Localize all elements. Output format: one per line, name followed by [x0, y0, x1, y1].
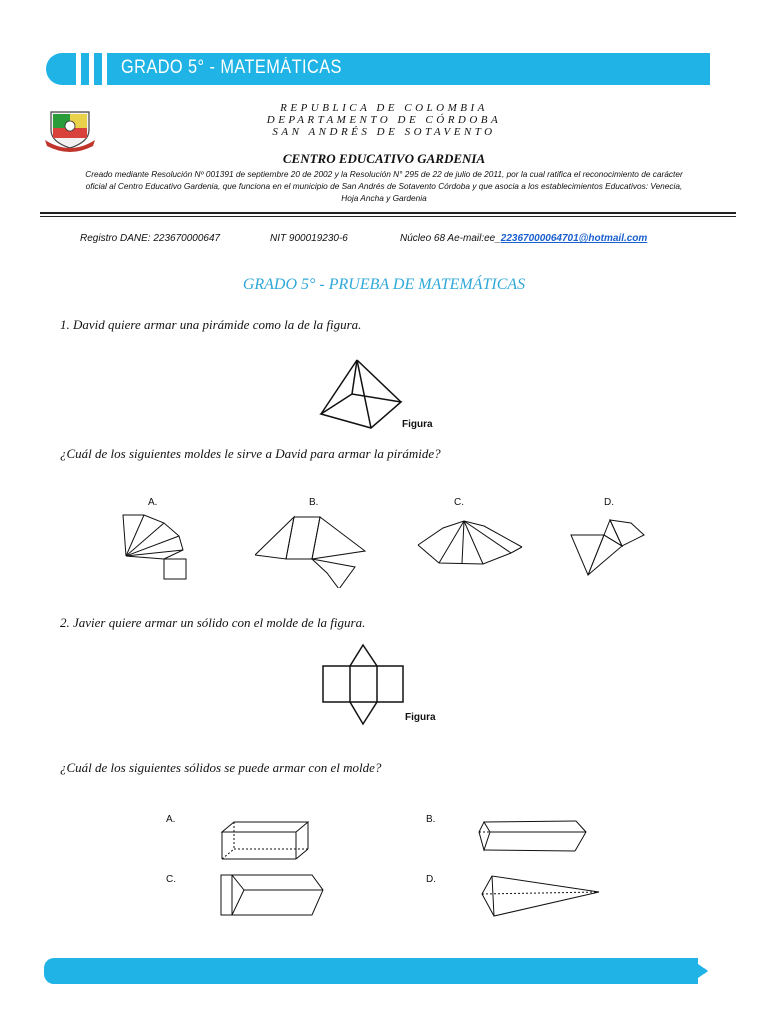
figure-label: Figura — [402, 419, 433, 430]
creation-note-line: oficial al Centro Educativo Gardenia, que funciona en el municipio de San Andrés de Sotavento Córdoba y que asocia a los establecimientos Educativos: Venecia, — [85, 181, 683, 191]
header-line-department: DEPARTAMENTO DE CÓRDOBA — [266, 114, 502, 126]
option-label: B. — [309, 497, 319, 508]
banner-title: GRADO 5° - MATEMÁTICAS — [121, 57, 342, 78]
q1-option-c[interactable] — [412, 493, 527, 573]
banner-stripe — [76, 53, 81, 85]
banner-stripe — [89, 53, 94, 85]
registro-dane: Registro DANE: 223670000647 — [80, 233, 221, 244]
q2-option-c[interactable] — [162, 868, 342, 922]
q2-option-b[interactable] — [424, 810, 604, 868]
header-divider — [40, 212, 736, 214]
creation-note-line: Creado mediante Resolución Nº 001391 de septiembre 20 de 2002 y la Resolución N° 295 de 22 de julio de 2011, por la cual ratifica el reconocimiento de carácter — [85, 169, 683, 179]
header-line-republic: REPUBLICA DE COLOMBIA — [280, 102, 488, 114]
header-line-municipality: SAN ANDRÉS DE SOTAVENTO — [272, 126, 496, 138]
header-divider — [40, 216, 736, 217]
email-link[interactable]: 22367000064701@hotmail.com — [500, 233, 648, 244]
q1-option-a[interactable] — [120, 493, 200, 588]
option-label: C. — [454, 497, 464, 508]
creation-note — [36, 168, 732, 204]
banner-stripe — [102, 53, 107, 85]
creation-note-line: Hoja Ancha y Gardenia — [341, 193, 427, 203]
option-label: A. — [166, 814, 176, 825]
figure-label: Figura — [405, 712, 436, 723]
q1-option-b[interactable] — [255, 493, 385, 588]
bottom-banner — [44, 958, 698, 984]
nucleo-label: Núcleo 68 Ae-mail:ee_ — [400, 233, 501, 244]
question-2-prompt: ¿Cuál de los siguientes sólidos se puede armar con el molde? — [60, 760, 382, 775]
question-2-text: 2. Javier quiere armar un sólido con el molde de la figura. — [60, 615, 366, 630]
q2-option-a[interactable] — [162, 810, 342, 868]
pencil-tip-icon — [694, 958, 724, 984]
top-banner — [46, 53, 710, 85]
q1-option-d[interactable] — [566, 493, 656, 578]
prism-net-figure — [320, 642, 450, 727]
nucleo-email — [400, 233, 647, 244]
option-label: D. — [604, 497, 614, 508]
option-label: C. — [166, 874, 176, 885]
q2-option-d[interactable] — [424, 868, 604, 922]
question-1-text: 1. David quiere armar una pirámide como la de la figura. — [60, 317, 362, 332]
school-name: CENTRO EDUCATIVO GARDENIA — [282, 151, 486, 166]
option-label: D. — [426, 874, 436, 885]
question-1-prompt: ¿Cuál de los siguientes moldes le sirve a David para armar la pirámide? — [60, 446, 441, 461]
option-label: A. — [148, 497, 158, 508]
option-label: B. — [426, 814, 436, 825]
nit-number: NIT 900019230-6 — [270, 233, 348, 244]
exam-title: GRADO 5° - PRUEBA DE MATEMÁTICAS — [242, 276, 526, 293]
pyramid-figure — [316, 352, 436, 432]
